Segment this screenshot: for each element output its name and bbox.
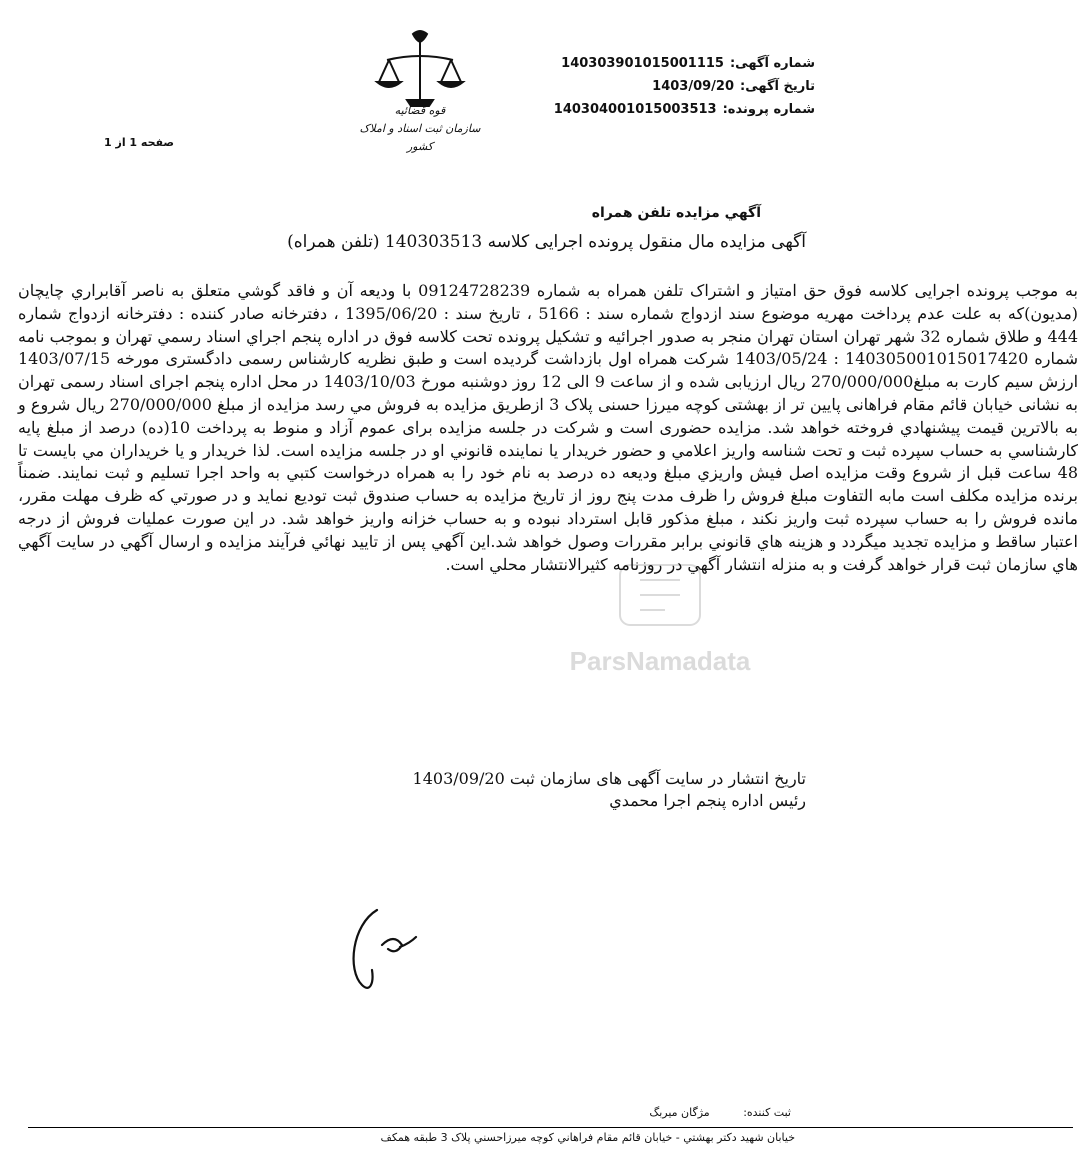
ad-subtitle: آگهی مزایده مال منقول پرونده اجرایی کلاسه 140303513 (تلفن همراه) xyxy=(287,232,806,252)
ad-date: 1403/09/20 xyxy=(652,79,735,94)
ad-date-label: تاریخ آگهی: xyxy=(740,79,815,94)
ad-number: 140303901015001115 xyxy=(561,56,724,71)
ad-date-row xyxy=(495,75,815,98)
ad-title: آگهي مزايده تلفن همراه xyxy=(591,205,761,221)
ad-meta xyxy=(495,52,815,121)
registrar-info xyxy=(649,1106,791,1119)
emblem-line-2: سازمان ثبت اسناد و املاک کشور xyxy=(359,122,481,153)
ad-footer xyxy=(413,768,806,812)
signature-image xyxy=(312,885,442,1015)
ad-number-label: شماره آگهی: xyxy=(729,56,815,71)
publish-date-line: تاریخ انتشار در سایت آگهی های سازمان ثبت 1403/09/20 xyxy=(412,769,806,788)
case-number: 140304001015003513 xyxy=(553,102,717,117)
emblem-line-1: قوه قضائیه xyxy=(394,104,446,117)
ad-body: به موجب پرونده اجرايی کلاسه فوق حق امتياز و اشتراک تلفن همراه به شماره 09124728239 با وديعه آن و فاقد گوشي متعلق به ناصر آقابراري چايچان (مديون)که به علت عدم پرداخت مهريه موضوع سند ازدواج شماره سند : 5166 ، تاريخ سند : 1395/06/20 ، دفترخانه صادر کننده : دفترخانه ازدواج شماره 444 و طلاق شماره 32 شهر تهران استان تهران منجر به صدور اجرائيه و تشکيل پرونده تحت کلاسه فوق در اداره پنجم اجراي اسناد رسمي تهران و بموجب نامه شماره 140305001015017420 : 1403/05/24 شرکت همراه اول بازداشت گرديده است و طبق نظريه کارشناس رسمی دادگستری مورخه 1403/07/15 ارزش سيم کارت به مبلغ270/000/000 ريال ارزيابی شده و از ساعت 9 الی 12 روز دوشنبه مورخ 1403/10/03 در محل اداره پنجم اجرای اسناد رسمی تهران به نشانی خيابان قائم مقام فراهانی پايين تر از بهشتی کوچه ميرزا حسنی پلاک 3 ازطريق مزايده به فروش مي رسد مزايده از مبلغ 270/000/000 ريال شروع و به بالاترين قيمت پيشنهادي فروخته خواهد شد. مزايده حضوری است و شرکت در جلسه مزايده برای عموم آزاد و منوط به پرداخت 10(ده) درصد از مبلغ پايه کارشناسي به حساب سپرده ثبت و تحت شناسه واريز اعلامي و حضور خريدار يا نماينده قانوني او در جلسه مزايده است. لذا خريدار و يا خريداران مي بايست تا 48 ساعت قبل از شروع وقت مزايده اصل فيش واريزي مبلغ وديعه ده درصد به نام خود را به همراه درخواست کتبي به واحد اجرا تسليم و ثبت نمايند. ضمناً برنده مزايده مکلف است مابه التفاوت مبلغ فروش را ظرف مدت پنج روز از تاريخ مزايده به حساب صندوق ثبت توديع نمايد و در صورتي که ظرف مهلت مقرر، مانده فروش را به حساب سپرده ثبت واريز نکند ، مبلغ مذکور قابل استرداد نبوده و به حساب خزانه واريز خواهد شد. در اين صورت عمليات فروش از درجه اعتبار ساقط و مزايده تجديد ميگردد و هزينه هاي قانوني برابر مقررات وصول خواهد شد.اين آگهي پس از تاييد نهائي فرآيند مزايده و ارسال آگهي در سايت آگهي هاي سازمان ثبت قرار خواهد گرفت و به منزله انتشار آگهي در روزنامه کثيرالانتشار محلي است. xyxy=(18,281,1079,574)
page-number: صفحه 1 از 1 xyxy=(104,136,175,149)
registrar-name: مژگان ميربگ xyxy=(649,1106,710,1119)
emblem-caption xyxy=(345,102,495,156)
signer-line: رئيس اداره پنجم اجرا محمدي xyxy=(609,791,806,810)
footer-divider xyxy=(28,1127,1073,1128)
office-address: خيابان شهيد دکتر بهشتي - خيابان قائم مقام فراهاني کوچه ميرزاحسني پلاک 3 طبقه همکف xyxy=(380,1131,795,1144)
case-number-label: شماره پرونده: xyxy=(722,102,815,117)
ad-number-row xyxy=(495,52,815,75)
watermark-text: ParsNamadata xyxy=(569,646,751,676)
case-number-row xyxy=(495,98,815,121)
watermark-logo xyxy=(560,560,760,740)
registrar-label: ثبت کننده: xyxy=(743,1106,791,1119)
